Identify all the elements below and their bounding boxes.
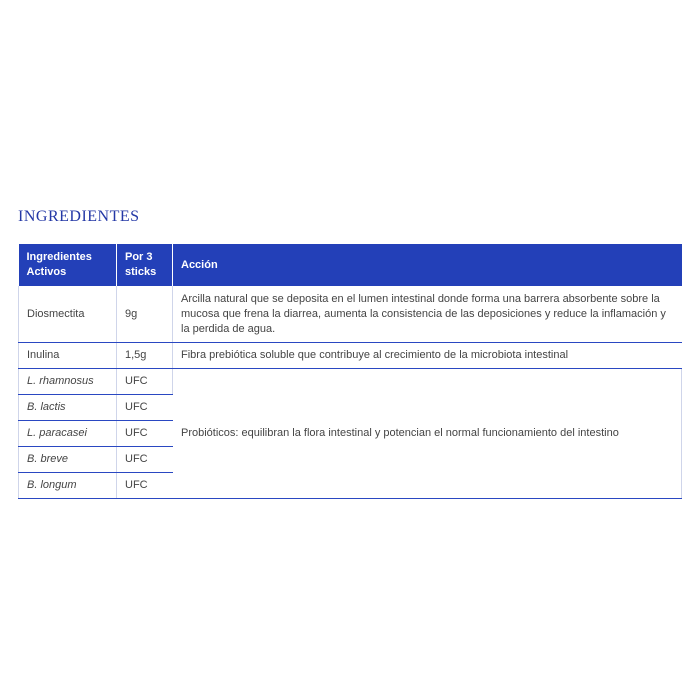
ingredient-cell: Diosmectita (19, 286, 117, 343)
ingredient-cell: B. longum (19, 473, 117, 499)
table-row (19, 369, 682, 395)
header-ingredients: Ingredientes Activos (19, 244, 117, 286)
header-action: Acción (173, 244, 682, 286)
amount-cell: UFC (117, 421, 173, 447)
amount-cell: 1,5g (117, 343, 173, 369)
ingredients-table (18, 244, 682, 499)
amount-cell: UFC (117, 369, 173, 395)
action-cell: Fibra prebiótica soluble que contribuye al crecimiento de la microbiota intestinal (173, 343, 682, 369)
table-row (19, 286, 682, 343)
header-amount: Por 3 sticks (117, 244, 173, 286)
section-title: INGREDIENTES (18, 208, 140, 225)
ingredient-cell: L. paracasei (19, 421, 117, 447)
amount-cell: UFC (117, 473, 173, 499)
table-row (19, 343, 682, 369)
ingredient-cell: L. rhamnosus (19, 369, 117, 395)
amount-cell: UFC (117, 447, 173, 473)
amount-cell: UFC (117, 395, 173, 421)
amount-cell: 9g (117, 286, 173, 343)
probiotics-action-cell: Probióticos: equilibran la flora intestinal y potencian el normal funcionamiento del intestino (173, 369, 682, 499)
ingredient-cell: B. breve (19, 447, 117, 473)
action-cell: Arcilla natural que se deposita en el lumen intestinal donde forma una barrera absorbente sobre la mucosa que frena la diarrea, aumenta la consistencia de las deposiciones y reduce la inflamación y la perdida de agua. (173, 286, 682, 343)
table-header-row (19, 244, 682, 286)
ingredient-cell: B. lactis (19, 395, 117, 421)
ingredient-cell: Inulina (19, 343, 117, 369)
